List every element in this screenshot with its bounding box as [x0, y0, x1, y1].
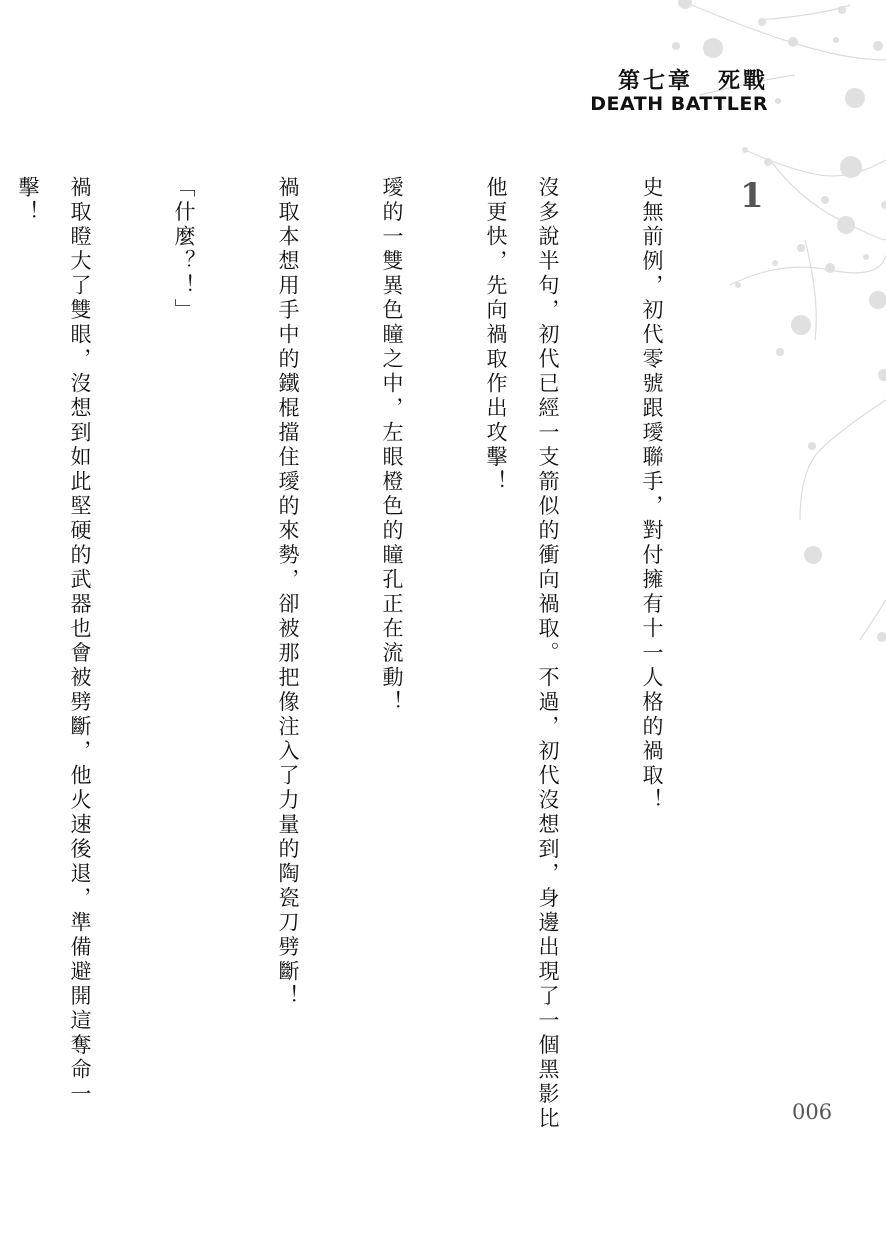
chapter-title: 第七章 死戰 [617, 69, 768, 94]
paragraph: 沒多說半句，初代已經一支箭似的衝向禍取。不過，初代沒想到，身邊出現了一個黑影比他更快，先向禍取作出攻擊！ [484, 176, 560, 1132]
paragraph: 禍取瞪大了雙眼，沒想到如此堅硬的武器也會被劈斷，他火速後退，準備避開這奪命一擊！ [16, 176, 92, 1107]
paragraph: 史無前例，初代零號跟璦聯手，對付擁有十一人格的禍取！ [640, 176, 664, 813]
chapter-subtitle: DEATH BATTLER [590, 93, 768, 115]
page-number: 006 [792, 1100, 833, 1124]
section-number: 1 [740, 176, 764, 216]
paragraph: 璦的一雙異色瞳之中，左眼橙色的瞳孔正在流動！ [380, 176, 404, 715]
paragraph: 「什麼？！」 [172, 176, 196, 323]
body-text [16, 176, 730, 1136]
paragraph: 禍取本想用手中的鐵棍擋住璦的來勢，卻被那把像注入了力量的陶瓷刀劈斷！ [276, 176, 300, 1009]
